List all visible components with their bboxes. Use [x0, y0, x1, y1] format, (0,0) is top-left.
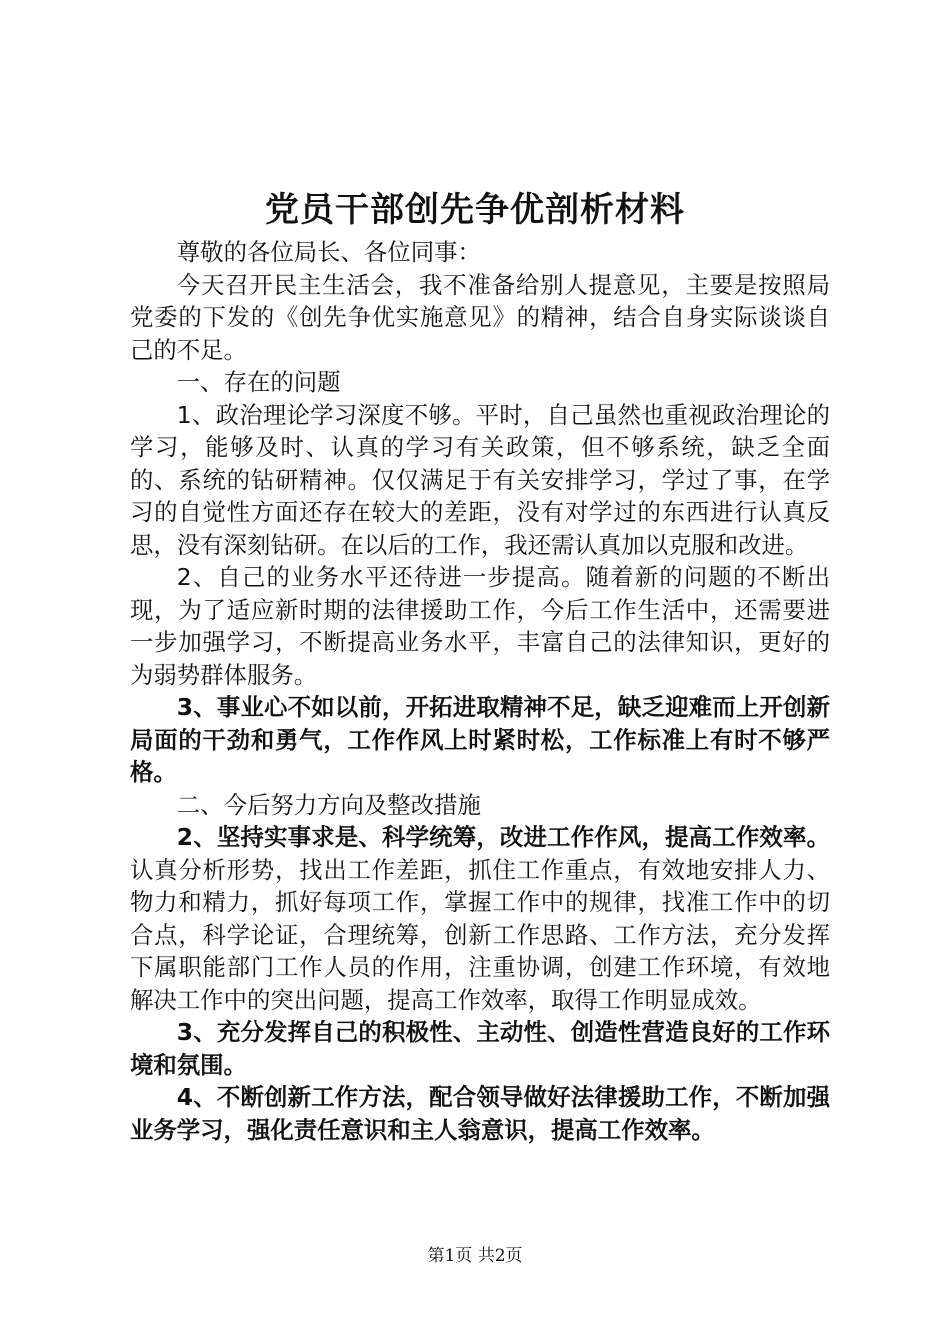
intro-paragraph: 今天召开民主生活会，我不准备给别人提意见，主要是按照局党委的下发的《创先争优实施意见》的精神，结合自身实际谈谈自己的不足。	[130, 270, 830, 364]
problem-item-2-lead: 2、自己的业务水平还待进一步提高。	[176, 563, 586, 591]
page-title: 党员干部创先争优剖析材料	[265, 190, 685, 230]
measure-item-2-text: 认真分析形势，找出工作差距，抓住工作重点，有效地安排人力、物力和精力，抓好每项工作，掌握工作中的规律，找准工作中的切合点，科学论证，合理统筹，创新工作思路、工作方法，充分发挥下属职能部门工作人员的作用，注重协调，创建工作环境，有效地解决工作中的突出问题，提高工作效率，取得工作明显成效。	[130, 855, 830, 1014]
measure-item-4: 4、不断创新工作方法，配合领导做好法律援助工作，不断加强业务学习，强化责任意识和主人翁意识，提高工作效率。	[130, 1083, 830, 1144]
measure-item-3: 3、充分发挥自己的积极性、主动性、创造性营造良好的工作环境和氛围。	[130, 1018, 830, 1079]
problem-item-1-text: 平时，自己虽然也重视政治理论的学习，能够及时、认真的学习有关政策，但不够系统，缺乏全面的、系统的钻研精神。仅仅满足于有关安排学习，学过了事，在学习的自觉性方面还存在较大的差距，没有对学过的东西进行认真反思，没有深刻钻研。在以后的工作，我还需认真加以克服和改进。	[130, 400, 830, 559]
problem-item-1	[130, 399, 830, 562]
problem-item-2-text: 随着新的问题的不断出现，为了适应新时期的法律援助工作，今后工作生活中，还需要进一步加强学习，不断提高业务水平，丰富自己的法律知识，更好的为弱势群体服务。	[130, 563, 831, 689]
document-body	[130, 236, 830, 1146]
measure-item-2	[130, 821, 830, 1016]
problem-item-2	[130, 561, 830, 691]
measure-item-2-lead: 2、坚持实事求是、科学统筹，改进工作作风，提高工作效率。	[176, 823, 830, 851]
problem-item-3: 3、事业心不如以前，开拓进取精神不足，缺乏迎难而上开创新局面的干劲和勇气，工作作风上时紧时松，工作标准上有时不够严格。	[130, 693, 830, 786]
problem-item-1-lead: 1、政治理论学习深度不够。	[176, 400, 476, 429]
section-heading-measures: 二、今后努力方向及整改措施	[176, 790, 481, 819]
salutation: 尊敬的各位局长、各位同事：	[176, 238, 481, 266]
section-heading-problems: 一、存在的问题	[176, 368, 341, 396]
page-footer: 第1页 共2页	[427, 1246, 523, 1266]
